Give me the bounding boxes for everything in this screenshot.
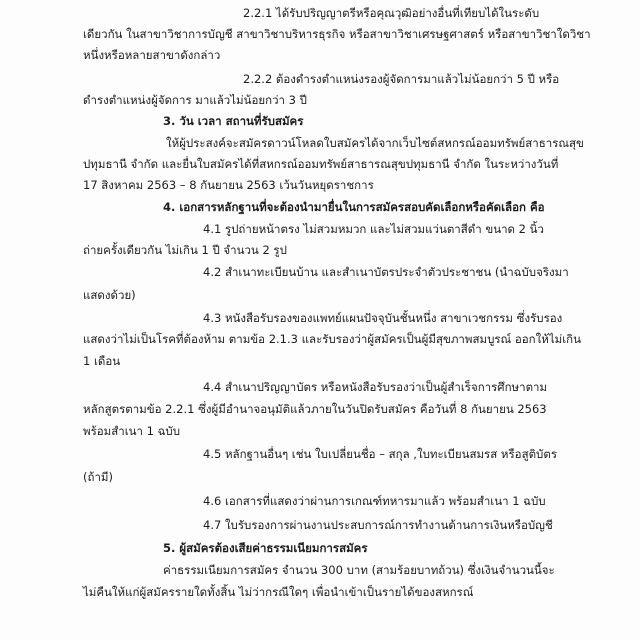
item-2-2-1-line-1: 2.2.1 ได้รับปริญญาตรีหรือคุณวุฒิอย่างอื่นที่เทียบได้ในระดับ: [243, 6, 540, 20]
section-3-heading: 3. วัน เวลา สถานที่รับสมัคร: [163, 114, 304, 128]
item-2-2-2-line-2: ดำรงตำแหน่งผู้จัดการ มาแล้วไม่น้อยกว่า 3 ปี: [83, 93, 307, 107]
section-3-line-2: ปทุมธานี จำกัด และยื่นใบสมัครได้ที่สหกรณ์ออมทรัพย์สาธารณสุขปทุมธานี จำกัด ในระหว่างวันที่: [83, 157, 559, 171]
item-4-4-line-3: พร้อมสำเนา 1 ฉบับ: [83, 424, 181, 438]
item-4-2-line-2: แสดงด้วย): [83, 288, 136, 302]
section-4-heading: 4. เอกสารหลักฐานที่จะต้องนำมายื่นในการสมัครสอบคัดเลือกหรือคัดเลือก คือ: [163, 200, 545, 214]
section-5-line-2: ไม่คืนให้แก่ผู้สมัครรายใดทั้งสิ้น ไม่ว่ากรณีใดๆ เพื่อนำเข้าเป็นรายได้ของสหกรณ์: [83, 585, 474, 599]
item-4-5-line-1: 4.5 หลักฐานอื่นๆ เช่น ใบเปลี่ยนชื่อ – สกุล ,ใบทะเบียนสมรส หรือสูติบัตร: [203, 447, 558, 461]
item-4-5-line-2: (ถ้ามี): [83, 470, 113, 484]
item-4-3-line-3: 1 เดือน: [83, 354, 121, 368]
section-3-line-1: ให้ผู้ประสงค์จะสมัครดาวน์โหลดใบสมัครได้จากเว็บไซต์สหกรณ์ออมทรัพย์สาธารณสุข: [166, 136, 584, 150]
item-4-3-line-1: 4.3 หนังสือรับรองของแพทย์แผนปัจจุบันชั้นหนึ่ง สาขาเวชกรรม ซึ่งรับรอง: [203, 311, 563, 325]
section-3-line-3: 17 สิงหาคม 2563 – 8 กันยายน 2563 เว้นวันหยุดราชการ: [83, 178, 374, 192]
item-4-4-line-2: หลักสูตรตามข้อ 2.2.1 ซึ่งผู้มีอำนาจอนุมัติแล้วภายในวันปิดรับสมัคร คือวันที่ 8 กันยายน 2563: [83, 402, 547, 416]
item-4-1-line-2: ถ่ายครั้งเดียวกัน ไม่เกิน 1 ปี จำนวน 2 รูป: [83, 243, 287, 257]
item-4-3-line-2: แสดงว่าไม่เป็นโรคที่ต้องห้าม ตามข้อ 2.1.3 และรับรองว่าผู้สมัครเป็นผู้มีสุขภาพสมบูรณ์ ออกให้ไม่เกิน: [83, 332, 581, 346]
item-4-7-line-1: 4.7 ใบรับรองการผ่านงานประสบการณ์การทำงานด้านการเงินหรือบัญชี: [203, 518, 553, 532]
item-2-2-1-line-3: หนึ่งหรือหลายสาขาดังกล่าว: [83, 48, 221, 62]
item-4-6-line-1: 4.6 เอกสารที่แสดงว่าผ่านการเกณฑ์ทหารมาแล้ว พร้อมสำเนา 1 ฉบับ: [203, 494, 546, 508]
section-5-heading: 5. ผู้สมัครต้องเสียค่าธรรมเนียมการสมัคร: [163, 541, 368, 555]
item-4-2-line-1: 4.2 สำเนาทะเบียนบ้าน และสำเนาบัตรประจำตัวประชาชน (นำฉบับจริงมา: [203, 265, 569, 279]
item-2-2-2-line-1: 2.2.2 ต้องดำรงตำแหน่งรองผู้จัดการมาแล้วไม่น้อยกว่า 5 ปี หรือ: [243, 72, 560, 86]
item-4-1-line-1: 4.1 รูปถ่ายหน้าตรง ไม่สวมหมวก และไม่สวมแว่นตาสีดำ ขนาด 2 นิ้ว: [203, 222, 544, 236]
item-4-4-line-1: 4.4 สำเนาปริญญาบัตร หรือหนังสือรับรองว่าเป็นผู้สำเร็จการศึกษาตาม: [203, 380, 548, 394]
item-2-2-1-line-2: เดียวกัน ในสาขาวิชาการบัญชี สาขาวิชาบริหารธุรกิจ หรือสาขาวิชาเศรษฐศาสตร์ หรือสาขาวิชาใดวิชา: [83, 27, 591, 41]
section-5-line-1: ค่าธรรมเนียมการสมัคร จำนวน 300 บาท (สามร้อยบาทถ้วน) ซึ่งเงินจำนวนนี้จะ: [163, 563, 555, 577]
